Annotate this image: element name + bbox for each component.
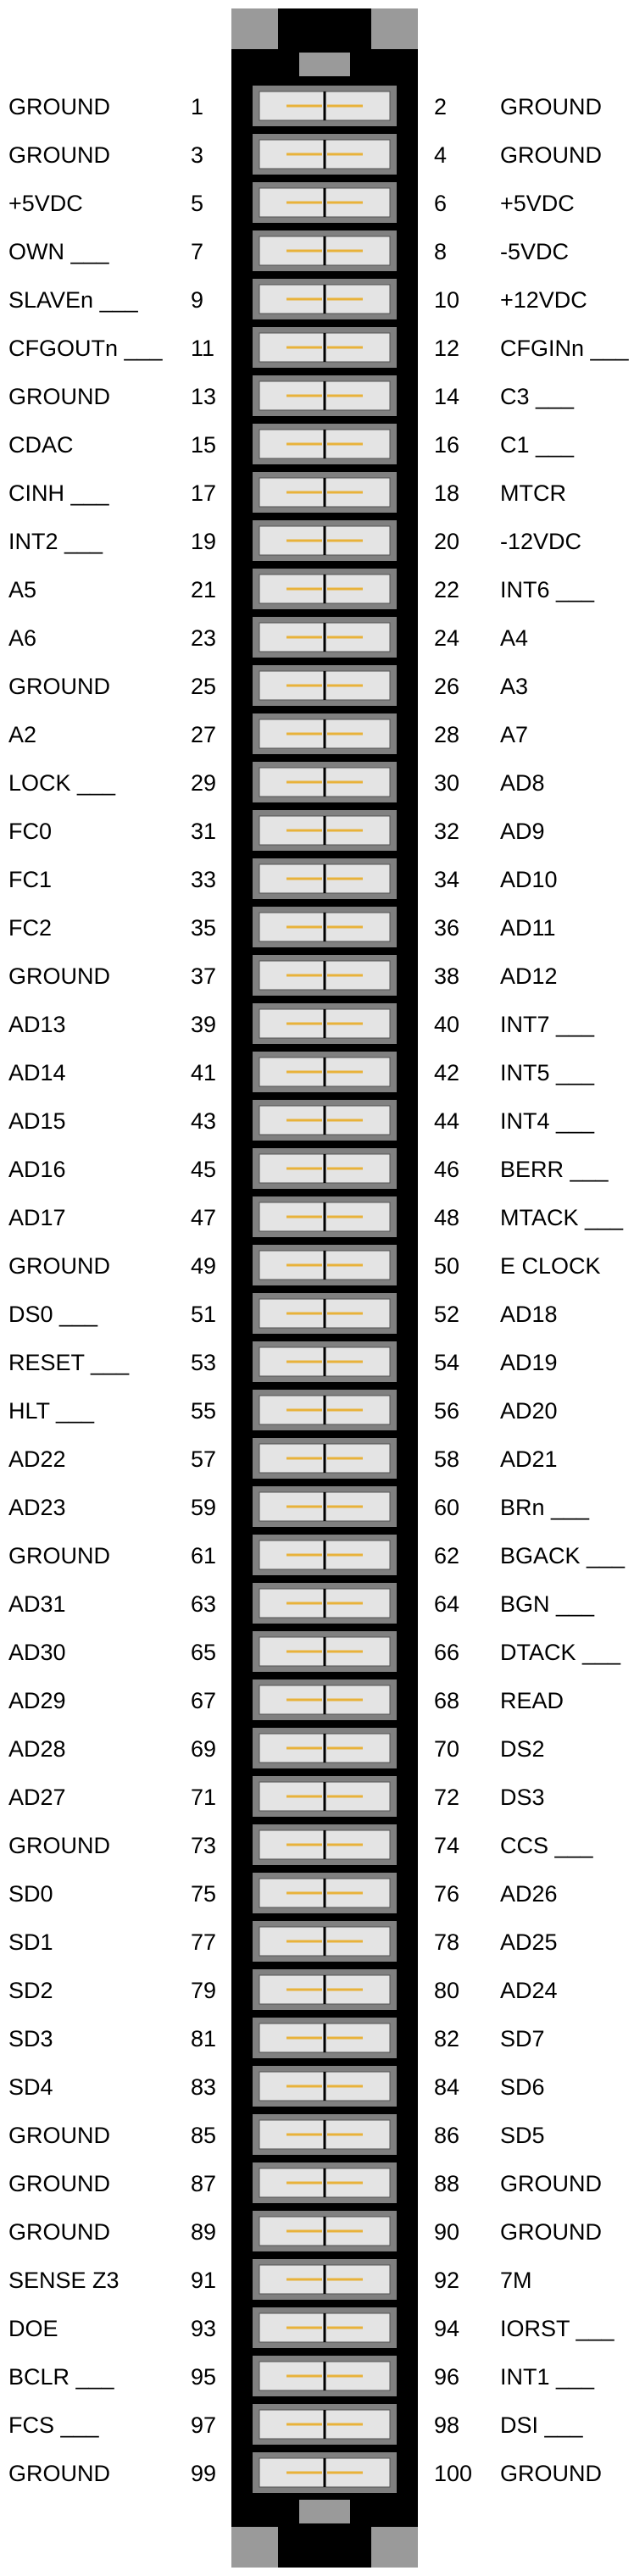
left-pin-label: SD1 — [8, 1929, 53, 1955]
right-pin-number: 28 — [434, 722, 460, 747]
contact-pair — [253, 1776, 397, 1817]
left-pin-label: RESET ___ — [8, 1350, 130, 1375]
left-pin-number: 83 — [191, 2074, 217, 2100]
contact-pair — [253, 2018, 397, 2058]
contact-pair — [253, 810, 397, 851]
right-pin-label: SD7 — [500, 2026, 545, 2051]
left-pin-label: AD22 — [8, 1446, 66, 1472]
bottom-key-tab — [299, 2500, 350, 2523]
right-pin-label: A4 — [500, 625, 529, 651]
left-pin-number: 69 — [191, 1736, 217, 1762]
right-pin-label: MTACK ___ — [500, 1205, 624, 1230]
right-pin-label: DS2 — [500, 1736, 545, 1762]
contact-pair — [253, 1293, 397, 1334]
left-pin-label: CINH ___ — [8, 480, 109, 506]
right-pin-label: GROUND — [500, 94, 602, 119]
left-pin-number: 79 — [191, 1978, 217, 2003]
left-pin-number: 35 — [191, 915, 217, 941]
contact-pair — [253, 472, 397, 513]
left-pin-number: 21 — [191, 577, 217, 602]
contact-pair — [253, 1341, 397, 1382]
left-pin-number: 65 — [191, 1640, 217, 1665]
contact-pair — [253, 1390, 397, 1430]
contact-pair — [253, 424, 397, 464]
right-pin-number: 52 — [434, 1302, 460, 1327]
right-pin-number: 10 — [434, 287, 460, 313]
left-pin-label: AD31 — [8, 1591, 66, 1617]
right-pin-number: 100 — [434, 2461, 473, 2486]
right-pin-label: C1 ___ — [500, 432, 575, 458]
left-pin-number: 37 — [191, 963, 217, 989]
left-pin-label: SD2 — [8, 1978, 53, 2003]
left-pin-number: 39 — [191, 1012, 217, 1037]
right-pin-number: 78 — [434, 1929, 460, 1955]
right-pin-number: 88 — [434, 2171, 460, 2196]
left-pin-number: 97 — [191, 2412, 217, 2438]
left-pin-label: FC0 — [8, 819, 53, 844]
right-pin-number: 4 — [434, 142, 448, 168]
left-pin-number: 99 — [191, 2461, 217, 2486]
left-pin-label: SD0 — [8, 1881, 53, 1907]
contact-pair — [253, 230, 397, 271]
right-pin-label: AD8 — [500, 770, 545, 796]
left-pin-label: SD3 — [8, 2026, 53, 2051]
left-pin-number: 53 — [191, 1350, 217, 1375]
right-pin-label: DS3 — [500, 1785, 545, 1810]
contact-pair — [253, 907, 397, 947]
left-pin-label: A2 — [8, 722, 37, 747]
right-pin-number: 58 — [434, 1446, 460, 1472]
left-pin-label: CDAC — [8, 432, 74, 458]
left-pin-label: GROUND — [8, 1543, 110, 1568]
left-pin-number: 23 — [191, 625, 217, 651]
left-pin-label: GROUND — [8, 1253, 110, 1279]
right-pin-number: 94 — [434, 2316, 460, 2341]
contact-pair — [253, 1728, 397, 1768]
left-pin-number: 49 — [191, 1253, 217, 1279]
left-pin-number: 77 — [191, 1929, 217, 1955]
right-pin-label: BGN ___ — [500, 1591, 595, 1617]
left-pin-number: 51 — [191, 1302, 217, 1327]
contact-pair — [253, 279, 397, 319]
right-pin-number: 32 — [434, 819, 460, 844]
right-pin-number: 50 — [434, 1253, 460, 1279]
right-pin-number: 42 — [434, 1060, 460, 1085]
left-pin-number: 41 — [191, 1060, 217, 1085]
left-pin-label: BCLR ___ — [8, 2364, 114, 2390]
left-pin-label: GROUND — [8, 674, 110, 699]
right-pin-number: 40 — [434, 1012, 460, 1037]
right-pin-label: C3 ___ — [500, 384, 575, 409]
contact-pair — [253, 86, 397, 126]
right-pin-label: INT4 ___ — [500, 1108, 595, 1134]
left-pin-number: 7 — [191, 239, 204, 264]
right-pin-number: 82 — [434, 2026, 460, 2051]
left-pin-label: AD16 — [8, 1157, 66, 1182]
bottom-right-end-cap — [371, 2527, 418, 2568]
right-pin-number: 66 — [434, 1640, 460, 1665]
contact-pair — [253, 1245, 397, 1285]
right-pin-label: AD9 — [500, 819, 545, 844]
contact-pair — [253, 665, 397, 706]
left-pin-number: 13 — [191, 384, 217, 409]
contact-pair — [253, 1631, 397, 1672]
right-pin-label: DSI ___ — [500, 2412, 583, 2438]
right-pin-number: 92 — [434, 2268, 460, 2293]
contact-pair — [253, 713, 397, 754]
right-pin-number: 2 — [434, 94, 448, 119]
right-pin-number: 14 — [434, 384, 460, 409]
contact-pair — [253, 762, 397, 802]
left-pin-label: FC2 — [8, 915, 53, 941]
contact-pair — [253, 1824, 397, 1865]
right-pin-label: GROUND — [500, 142, 602, 168]
right-pin-number: 8 — [434, 239, 448, 264]
left-pin-label: AD30 — [8, 1640, 66, 1665]
right-pin-label: BGACK ___ — [500, 1543, 626, 1568]
right-pin-label: AD11 — [500, 915, 556, 941]
left-pin-number: 47 — [191, 1205, 217, 1230]
left-pin-label: OWN ___ — [8, 239, 109, 264]
left-pin-number: 15 — [191, 432, 217, 458]
right-pin-label: GROUND — [500, 2219, 602, 2245]
contact-pair — [253, 2211, 397, 2251]
left-pin-number: 71 — [191, 1785, 217, 1810]
right-pin-number: 76 — [434, 1881, 460, 1907]
right-pin-number: 26 — [434, 674, 460, 699]
right-pin-number: 70 — [434, 1736, 460, 1762]
left-pin-label: A6 — [8, 625, 37, 651]
left-pin-number: 61 — [191, 1543, 217, 1568]
left-pin-number: 95 — [191, 2364, 217, 2390]
right-pin-label: AD18 — [500, 1302, 558, 1327]
right-pin-label: AD10 — [500, 867, 558, 892]
right-pin-label: AD25 — [500, 1929, 558, 1955]
right-pin-label: AD26 — [500, 1881, 558, 1907]
contact-pair — [253, 1921, 397, 1962]
left-pin-label: GROUND — [8, 142, 110, 168]
top-key-tab — [299, 53, 350, 76]
contact-pair — [253, 2114, 397, 2155]
left-pin-number: 1 — [191, 94, 204, 119]
left-pin-label: FCS ___ — [8, 2412, 99, 2438]
left-pin-label: +5VDC — [8, 191, 83, 216]
left-pin-label: AD29 — [8, 1688, 66, 1713]
left-pin-label: HLT ___ — [8, 1398, 95, 1424]
left-pin-number: 33 — [191, 867, 217, 892]
left-pin-number: 3 — [191, 142, 204, 168]
right-pin-label: INT1 ___ — [500, 2364, 595, 2390]
right-pin-label: GROUND — [500, 2461, 602, 2486]
contact-pair — [253, 1486, 397, 1527]
left-pin-label: GROUND — [8, 2123, 110, 2148]
contact-pair — [253, 617, 397, 658]
left-pin-label: INT2 ___ — [8, 529, 103, 554]
contact-pair — [253, 2356, 397, 2396]
right-pin-label: A3 — [500, 674, 529, 699]
left-pin-number: 57 — [191, 1446, 217, 1472]
right-pin-label: -5VDC — [500, 239, 570, 264]
right-pin-label: BERR ___ — [500, 1157, 609, 1182]
right-pin-label: AD20 — [500, 1398, 558, 1424]
contact-pair — [253, 134, 397, 175]
right-pin-label: SD6 — [500, 2074, 545, 2100]
left-pin-label: AD14 — [8, 1060, 66, 1085]
left-pin-number: 87 — [191, 2171, 217, 2196]
contact-pair — [253, 375, 397, 416]
right-pin-label: +12VDC — [500, 287, 587, 313]
contact-pair — [253, 2404, 397, 2445]
right-pin-label: CFGINn ___ — [500, 336, 629, 361]
left-pin-label: GROUND — [8, 963, 110, 989]
right-pin-number: 34 — [434, 867, 460, 892]
contact-pair — [253, 1873, 397, 1913]
contact-pair — [253, 1969, 397, 2010]
left-pin-number: 81 — [191, 2026, 217, 2051]
left-pin-label: SLAVEn ___ — [8, 287, 138, 313]
right-pin-label: CCS ___ — [500, 1833, 593, 1858]
left-pin-label: AD15 — [8, 1108, 66, 1134]
left-pin-number: 73 — [191, 1833, 217, 1858]
contact-pair — [253, 2307, 397, 2348]
right-pin-label: AD12 — [500, 963, 558, 989]
left-pin-number: 5 — [191, 191, 204, 216]
right-pin-number: 68 — [434, 1688, 460, 1713]
left-pin-number: 27 — [191, 722, 217, 747]
right-pin-number: 12 — [434, 336, 460, 361]
left-pin-number: 17 — [191, 480, 217, 506]
right-pin-number: 30 — [434, 770, 460, 796]
left-pin-label: FC1 — [8, 867, 53, 892]
left-pin-number: 11 — [191, 336, 215, 361]
left-pin-number: 9 — [191, 287, 204, 313]
right-pin-number: 48 — [434, 1205, 460, 1230]
right-pin-number: 36 — [434, 915, 460, 941]
right-pin-label: 7M — [500, 2268, 532, 2293]
right-pin-number: 98 — [434, 2412, 460, 2438]
contact-pair — [253, 327, 397, 368]
contact-pair — [253, 2452, 397, 2493]
right-pin-number: 80 — [434, 1978, 460, 2003]
right-pin-label: INT5 ___ — [500, 1060, 595, 1085]
contact-pair — [253, 858, 397, 899]
right-pin-number: 96 — [434, 2364, 460, 2390]
contact-pair — [253, 2066, 397, 2107]
contact-pair — [253, 1196, 397, 1237]
left-pin-number: 89 — [191, 2219, 217, 2245]
left-pin-number: 75 — [191, 1881, 217, 1907]
top-right-end-cap — [371, 8, 418, 49]
right-pin-number: 60 — [434, 1495, 460, 1520]
left-pin-label: GROUND — [8, 2461, 110, 2486]
right-pin-number: 24 — [434, 625, 460, 651]
right-pin-label: BRn ___ — [500, 1495, 590, 1520]
right-pin-label: IORST ___ — [500, 2316, 615, 2341]
left-pin-label: GROUND — [8, 2219, 110, 2245]
left-pin-label: DS0 ___ — [8, 1302, 98, 1327]
contact-pair — [253, 1052, 397, 1092]
left-pin-number: 67 — [191, 1688, 217, 1713]
left-pin-number: 45 — [191, 1157, 217, 1182]
contact-pair — [253, 1679, 397, 1720]
right-pin-number: 44 — [434, 1108, 460, 1134]
left-pin-number: 63 — [191, 1591, 217, 1617]
right-pin-number: 18 — [434, 480, 460, 506]
contact-pair — [253, 1003, 397, 1044]
right-pin-label: -12VDC — [500, 529, 582, 554]
contact-pair — [253, 2162, 397, 2203]
left-pin-number: 25 — [191, 674, 217, 699]
contact-pair — [253, 1583, 397, 1624]
left-pin-number: 93 — [191, 2316, 217, 2341]
right-pin-label: DTACK ___ — [500, 1640, 621, 1665]
contact-pair — [253, 520, 397, 561]
left-pin-label: AD13 — [8, 1012, 66, 1037]
contact-pair — [253, 1438, 397, 1479]
contact-pair — [253, 2259, 397, 2300]
left-pin-label: A5 — [8, 577, 37, 602]
right-pin-number: 74 — [434, 1833, 460, 1858]
right-pin-label: INT7 ___ — [500, 1012, 595, 1037]
left-pin-label: AD23 — [8, 1495, 66, 1520]
left-pin-label: GROUND — [8, 1833, 110, 1858]
right-pin-label: GROUND — [500, 2171, 602, 2196]
right-pin-number: 64 — [434, 1591, 460, 1617]
right-pin-label: AD19 — [500, 1350, 558, 1375]
bottom-left-end-cap — [231, 2527, 278, 2568]
right-pin-label: READ — [500, 1688, 564, 1713]
right-pin-label: E CLOCK — [500, 1253, 601, 1279]
left-pin-number: 85 — [191, 2123, 217, 2148]
right-pin-number: 84 — [434, 2074, 460, 2100]
right-pin-label: AD24 — [500, 1978, 558, 2003]
left-pin-number: 91 — [191, 2268, 217, 2293]
right-pin-number: 46 — [434, 1157, 460, 1182]
contact-pair — [253, 182, 397, 223]
left-pin-label: AD28 — [8, 1736, 66, 1762]
right-pin-number: 86 — [434, 2123, 460, 2148]
right-pin-number: 72 — [434, 1785, 460, 1810]
right-pin-label: INT6 ___ — [500, 577, 595, 602]
top-left-end-cap — [231, 8, 278, 49]
left-pin-label: GROUND — [8, 384, 110, 409]
left-pin-label: GROUND — [8, 94, 110, 119]
right-pin-label: +5VDC — [500, 191, 575, 216]
left-pin-number: 31 — [191, 819, 217, 844]
right-pin-label: A7 — [500, 722, 529, 747]
contact-pair — [253, 1148, 397, 1189]
right-pin-number: 54 — [434, 1350, 460, 1375]
left-pin-number: 29 — [191, 770, 217, 796]
right-pin-number: 90 — [434, 2219, 460, 2245]
right-pin-label: MTCR — [500, 480, 566, 506]
left-pin-number: 19 — [191, 529, 217, 554]
contact-pair — [253, 955, 397, 996]
contact-pair — [253, 1535, 397, 1575]
left-pin-label: CFGOUTn ___ — [8, 336, 163, 361]
right-pin-number: 6 — [434, 191, 448, 216]
left-pin-label: DOE — [8, 2316, 58, 2341]
left-pin-label: SENSE Z3 — [8, 2268, 120, 2293]
right-pin-number: 56 — [434, 1398, 460, 1424]
right-pin-number: 62 — [434, 1543, 460, 1568]
left-pin-number: 55 — [191, 1398, 217, 1424]
right-pin-label: SD5 — [500, 2123, 545, 2148]
contact-pair — [253, 1100, 397, 1141]
contact-pair — [253, 569, 397, 609]
left-pin-label: AD17 — [8, 1205, 66, 1230]
right-pin-number: 16 — [434, 432, 460, 458]
right-pin-number: 20 — [434, 529, 460, 554]
left-pin-number: 59 — [191, 1495, 217, 1520]
left-pin-label: GROUND — [8, 2171, 110, 2196]
left-pin-number: 43 — [191, 1108, 217, 1134]
right-pin-number: 38 — [434, 963, 460, 989]
left-pin-label: AD27 — [8, 1785, 66, 1810]
left-pin-label: LOCK ___ — [8, 770, 116, 796]
left-pin-label: SD4 — [8, 2074, 53, 2100]
right-pin-label: AD21 — [500, 1446, 558, 1472]
right-pin-number: 22 — [434, 577, 460, 602]
